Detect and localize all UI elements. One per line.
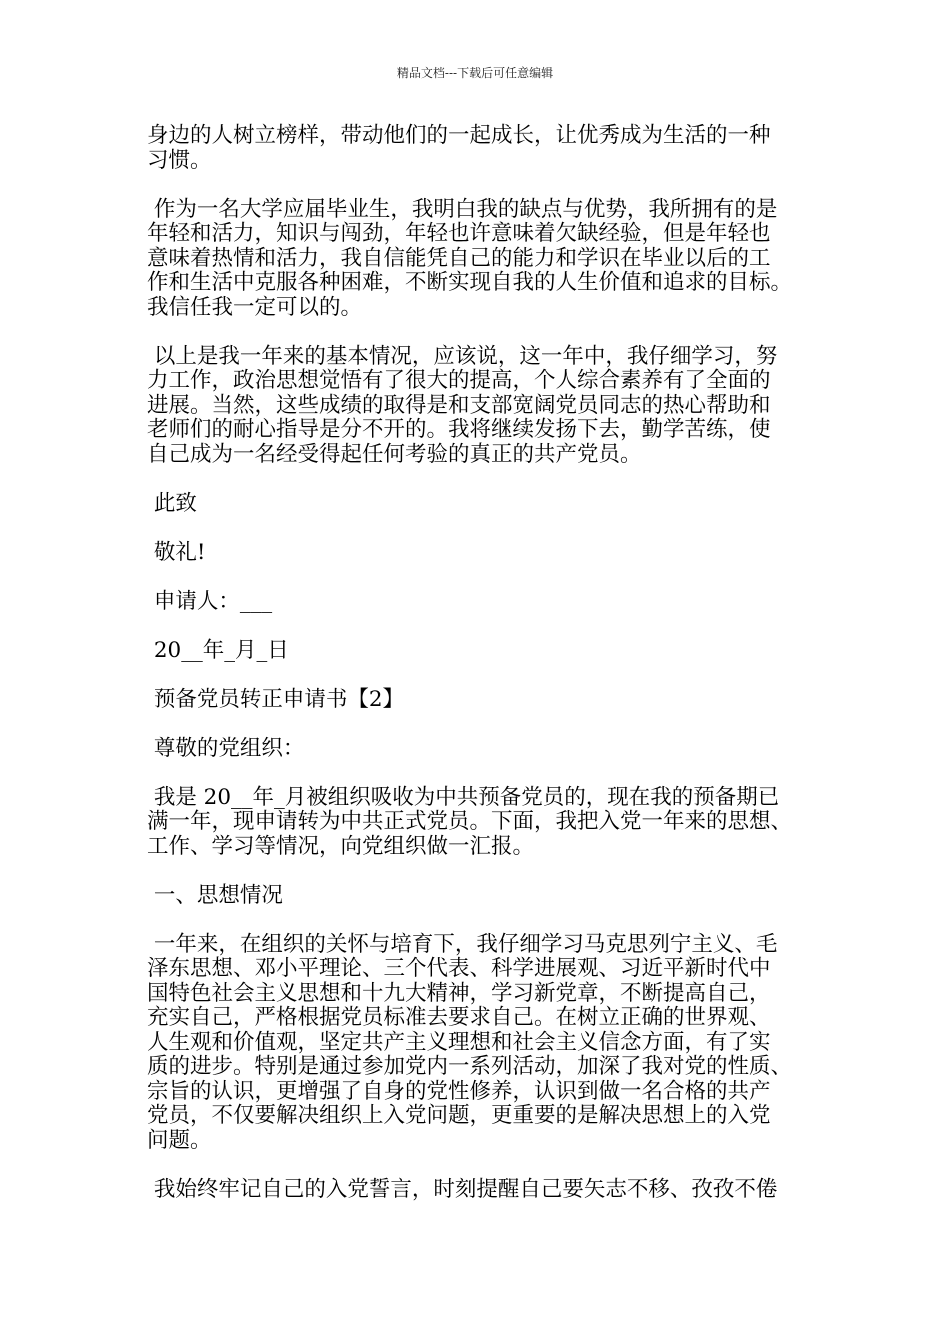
paragraph bbox=[147, 541, 827, 566]
text-line: 申请人：___ bbox=[147, 588, 273, 614]
text-line: 习惯。 bbox=[147, 147, 212, 173]
text-line: 敬礼! bbox=[147, 539, 206, 565]
text-line: 党员，不仅要解决组织上入党问题，更重要的是解决思想上的入党 bbox=[147, 1103, 771, 1128]
text-line: 尊敬的党组织： bbox=[147, 735, 305, 761]
paragraph bbox=[147, 786, 827, 860]
text-line: 以上是我一年来的基本情况，应该说，这一年中，我仔细学习，努 bbox=[147, 343, 778, 369]
text-line: 此致 bbox=[147, 490, 197, 516]
paragraph bbox=[147, 124, 827, 173]
text-line: 自己成为一名经受得起任何考验的真正的共产党员。 bbox=[147, 441, 642, 467]
text-line: 力工作，政治思想觉悟有了很大的提高，个人综合素养有了全面的 bbox=[147, 368, 771, 393]
text-line: 人生观和价值观，坚定共产主义理想和社会主义信念方面，有了实 bbox=[147, 1029, 771, 1055]
text-line: 国特色社会主义思想和十九大精神，学习新党章，不断提高自己， bbox=[147, 980, 771, 1006]
paragraph bbox=[147, 198, 827, 321]
paragraph bbox=[147, 933, 827, 1154]
text-line: 充实自己，严格根据党员标准去要求自己。在树立正确的世界观、 bbox=[147, 1005, 771, 1030]
text-line: 一、思想情况 bbox=[147, 882, 283, 908]
text-line: 身边的人树立榜样，带动他们的一起成长，让优秀成为生活的一种 bbox=[147, 123, 771, 148]
text-line: 泽东思想、邓小平理论、三个代表、科学进展观、习近平新时代中 bbox=[147, 956, 771, 981]
text-line: 质的进步。特别是通过参加党内一系列活动，加深了我对党的性质、 bbox=[147, 1054, 793, 1079]
text-line: 我是 20__年_月被组织吸收为中共预备党员的，现在我的预备期已 bbox=[147, 784, 780, 810]
paragraph bbox=[147, 884, 827, 909]
text-line: 作为一名大学应届毕业生，我明白我的缺点与优势，我所拥有的是 bbox=[147, 196, 778, 222]
text-line: 老师们的耐心指导是分不开的。我将继续发扬下去，勤学苦练，使 bbox=[147, 417, 771, 442]
text-line: 问题。 bbox=[147, 1127, 212, 1153]
paragraph bbox=[147, 345, 827, 468]
text-line: 工作、学习等情况，向党组织做一汇报。 bbox=[147, 833, 535, 859]
paragraph bbox=[147, 1178, 827, 1203]
text-line: 意味着热情和活力，我自信能凭自己的能力和学识在毕业以后的工 bbox=[147, 245, 771, 271]
text-line: 我信任我一定可以的。 bbox=[147, 294, 363, 320]
paragraph bbox=[147, 590, 827, 615]
document-body bbox=[147, 124, 827, 1227]
text-line: 我始终牢记自己的入党誓言，时刻提醒自己要矢志不移、孜孜不倦 bbox=[147, 1176, 778, 1202]
paragraph bbox=[147, 688, 827, 713]
text-line: 进展。当然，这些成绩的取得是和支部宽阔党员同志的热心帮助和 bbox=[147, 392, 771, 418]
text-line: 预备党员转正申请书【2】 bbox=[147, 686, 405, 712]
paragraph bbox=[147, 737, 827, 762]
text-line: 20__年_月_日 bbox=[147, 637, 289, 663]
text-line: 一年来，在组织的关怀与培育下，我仔细学习马克思列宁主义、毛 bbox=[147, 931, 778, 957]
text-line: 满一年，现申请转为中共正式党员。下面，我把入党一年来的思想、 bbox=[147, 809, 793, 834]
page-header: 精品文档---下载后可任意编辑 bbox=[396, 66, 554, 80]
text-line: 年轻和活力，知识与闯劲，年轻也许意味着欠缺经验，但是年轻也 bbox=[147, 221, 771, 246]
paragraph bbox=[147, 492, 827, 517]
paragraph bbox=[147, 639, 827, 664]
text-line: 作和生活中克服各种困难，不断实现自我的人生价值和追求的目标。 bbox=[147, 270, 793, 295]
text-line: 宗旨的认识，更增强了自身的党性修养，认识到做一名合格的共产 bbox=[147, 1078, 771, 1104]
